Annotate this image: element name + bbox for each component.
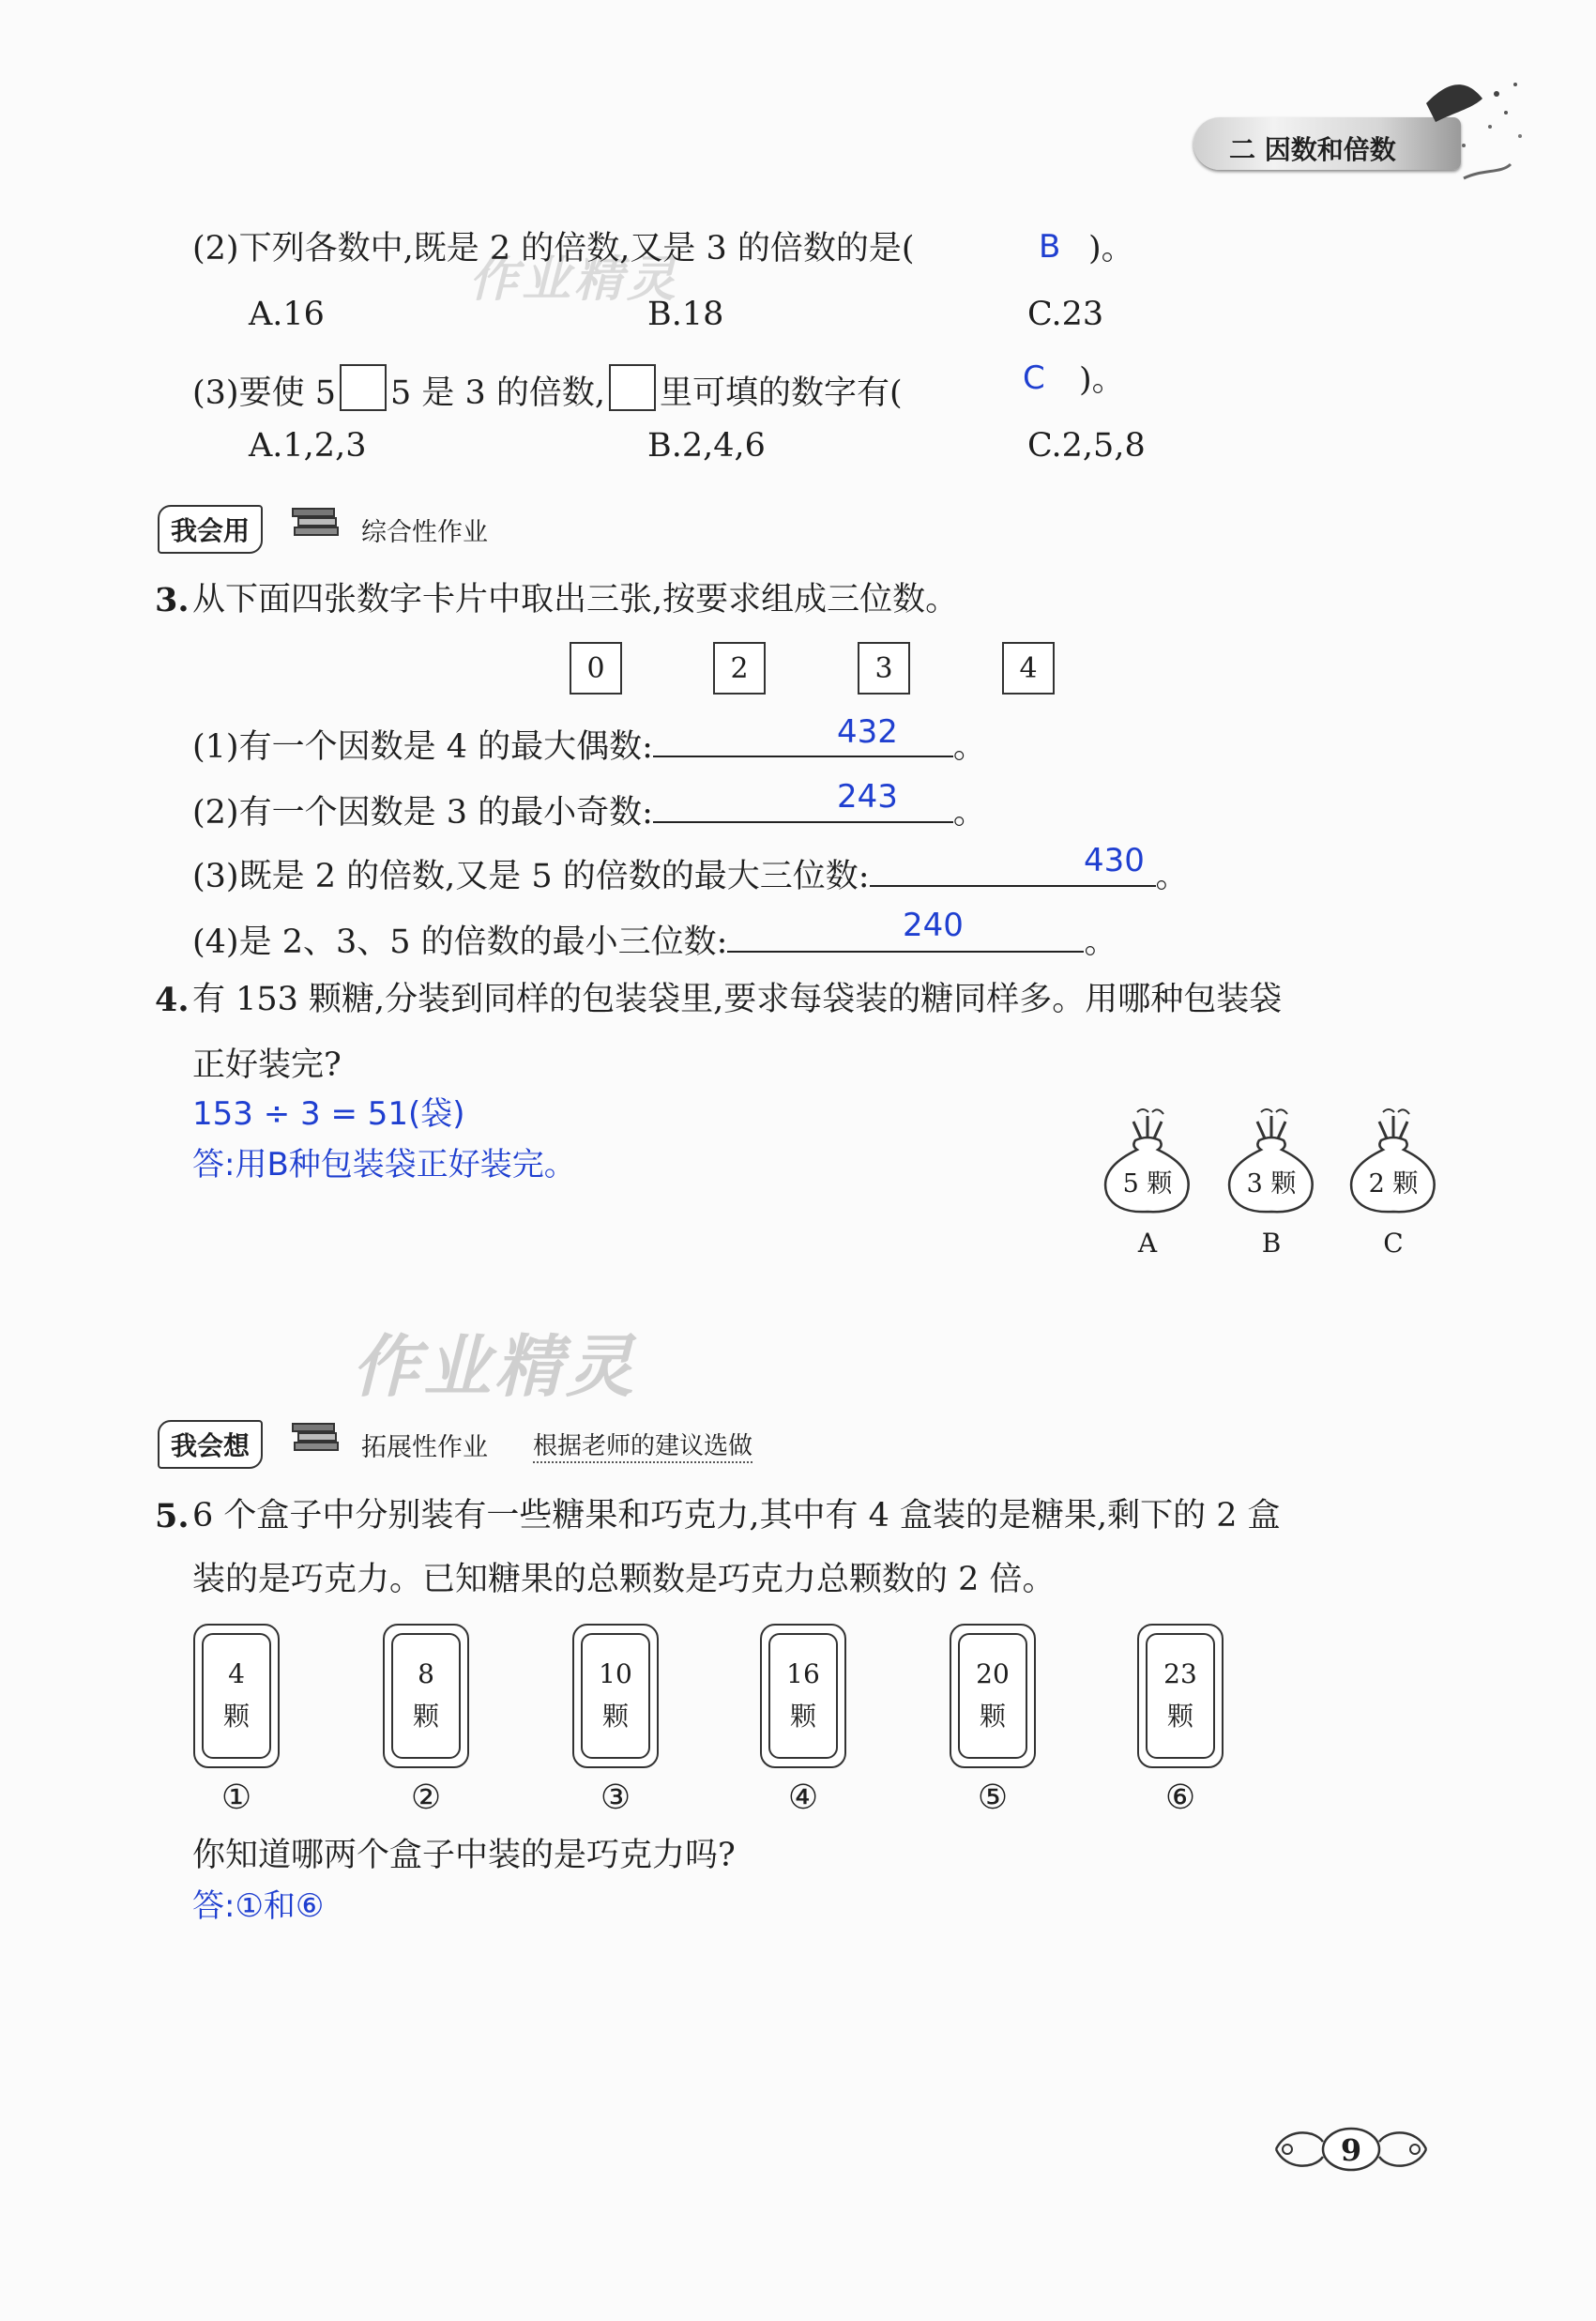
box-unit: 颗 xyxy=(1166,1701,1193,1732)
q2-2-option-c: C.23 xyxy=(1027,296,1104,333)
watermark-top: 作业精灵 xyxy=(469,252,680,308)
q4-answer: 答:用B种包装袋正好装完。 xyxy=(192,1146,576,1183)
box-content xyxy=(202,1633,271,1759)
candy-box-6 xyxy=(1137,1624,1224,1768)
answer-blank xyxy=(653,727,953,757)
box-content xyxy=(581,1633,650,1759)
answer-blank xyxy=(653,793,953,823)
q3-item-2-end: 。 xyxy=(952,794,986,832)
box-content xyxy=(768,1633,838,1759)
box-unit: 颗 xyxy=(979,1701,1006,1732)
q3-item-3-answer: 430 xyxy=(1084,842,1145,879)
box-count: 20 xyxy=(976,1658,1010,1690)
q5-number: 5. xyxy=(155,1497,190,1535)
bag-label: A xyxy=(1137,1228,1158,1259)
box-unit: 颗 xyxy=(222,1701,250,1732)
section-think-sub: 拓展性作业 xyxy=(361,1433,488,1462)
box-count: 4 xyxy=(228,1658,245,1690)
q3-item-4-text: (4)是 2、3、5 的倍数的最小三位数: xyxy=(192,924,728,961)
bag-label: B xyxy=(1261,1228,1282,1259)
q2-3-answer: C xyxy=(1023,359,1045,397)
q4-stem-line2: 正好装完? xyxy=(192,1046,342,1084)
box-content xyxy=(1146,1633,1215,1759)
box-label: ⑤ xyxy=(977,1779,1009,1817)
q3-item-3 xyxy=(192,857,1189,893)
candy-box-1 xyxy=(193,1624,280,1768)
q2-3-line xyxy=(192,364,903,411)
candy-box-4 xyxy=(760,1624,846,1768)
q3-item-4-end: 。 xyxy=(1084,924,1117,961)
bag-count: 3 颗 xyxy=(1246,1169,1297,1199)
candy-box-3 xyxy=(572,1624,659,1768)
q3-item-3-text: (3)既是 2 的倍数,又是 5 的倍数的最大三位数: xyxy=(192,858,870,895)
candy-bag-a xyxy=(1096,1103,1199,1215)
q4-stem-line1: 有 153 颗糖,分装到同样的包装袋里,要求每袋装的糖同样多。用哪种包装袋 xyxy=(192,981,1283,1018)
blank-box xyxy=(609,364,656,411)
q5-question: 你知道哪两个盒子中装的是巧克力吗? xyxy=(192,1837,736,1874)
q3-item-1-answer: 432 xyxy=(837,713,898,751)
books-icon xyxy=(291,1418,343,1461)
box-label: ⑥ xyxy=(1164,1779,1196,1817)
box-unit: 颗 xyxy=(601,1701,629,1732)
digit-card: 2 xyxy=(713,642,766,695)
q3-item-2-answer: 243 xyxy=(837,778,898,816)
page-number: 9 xyxy=(1340,2132,1362,2168)
ink-splash-decoration xyxy=(1407,56,1539,197)
section-use-sub: 综合性作业 xyxy=(361,518,488,547)
q5-stem-line2: 装的是巧克力。已知糖果的总颗数是巧克力总颗数的 2 倍。 xyxy=(192,1561,1056,1598)
box-label: ② xyxy=(410,1779,442,1817)
box-count: 23 xyxy=(1163,1658,1197,1690)
q3-item-4 xyxy=(192,923,1117,959)
bag-count: 2 颗 xyxy=(1368,1169,1419,1199)
q4-number: 4. xyxy=(155,981,190,1019)
section-think-label: 我会想 xyxy=(158,1420,263,1469)
q5-stem-line1: 6 个盒子中分别装有一些糖果和巧克力,其中有 4 盒装的是糖果,剩下的 2 盒 xyxy=(192,1497,1281,1535)
q2-2-option-a: A.16 xyxy=(249,296,325,333)
q5-answer: 答:①和⑥ xyxy=(192,1887,325,1925)
q2-3-option-a: A.1,2,3 xyxy=(249,427,367,465)
bag-label: C xyxy=(1383,1228,1404,1259)
candy-box-2 xyxy=(383,1624,469,1768)
candy-box-5 xyxy=(950,1624,1036,1768)
q3-item-1-end: 。 xyxy=(952,728,986,766)
q2-3-stem-b: 5 是 3 的倍数, xyxy=(389,374,606,412)
box-label: ① xyxy=(220,1779,252,1817)
box-content xyxy=(391,1633,461,1759)
section-use-label: 我会用 xyxy=(158,505,263,554)
q2-2-stem-b: )。 xyxy=(1088,230,1134,267)
q4-work: 153 ÷ 3 = 51(袋) xyxy=(192,1095,465,1133)
q2-2-stem-a: (2)下列各数中,既是 2 的倍数,又是 3 的倍数的是( xyxy=(192,230,915,267)
candy-bag-c xyxy=(1342,1103,1445,1215)
q3-item-1-text: (1)有一个因数是 4 的最大偶数: xyxy=(192,728,653,766)
q2-2-option-b: B.18 xyxy=(647,296,724,333)
bag-count: 5 颗 xyxy=(1122,1169,1173,1199)
box-content xyxy=(958,1633,1027,1759)
box-unit: 颗 xyxy=(789,1701,816,1732)
q2-3-option-b: B.2,4,6 xyxy=(647,427,766,465)
q3-item-3-end: 。 xyxy=(1155,858,1189,895)
box-count: 10 xyxy=(599,1658,632,1690)
box-unit: 颗 xyxy=(412,1701,439,1732)
q2-2-answer: B xyxy=(1039,228,1061,266)
q2-3-option-c: C.2,5,8 xyxy=(1027,427,1146,465)
box-label: ④ xyxy=(787,1779,819,1817)
digit-card: 3 xyxy=(858,642,910,695)
box-count: 16 xyxy=(786,1658,820,1690)
q3-number: 3. xyxy=(155,581,190,619)
q2-3-stem-c: 里可填的数字有( xyxy=(660,374,903,412)
chapter-title: 二 因数和倍数 xyxy=(1229,134,1396,165)
candy-bag-b xyxy=(1220,1103,1323,1215)
q3-item-4-answer: 240 xyxy=(903,907,964,944)
digit-card: 0 xyxy=(570,642,622,695)
box-label: ③ xyxy=(600,1779,631,1817)
digit-card: 4 xyxy=(1002,642,1055,695)
watermark-middle: 作业精灵 xyxy=(352,1327,638,1406)
page-number-badge xyxy=(1267,2123,1436,2176)
q2-3-stem-d: )。 xyxy=(1079,361,1125,399)
books-icon xyxy=(291,503,343,546)
blank-box xyxy=(340,364,387,411)
q3-item-2-text: (2)有一个因数是 3 的最小奇数: xyxy=(192,794,653,832)
box-count: 8 xyxy=(418,1658,434,1690)
q3-stem: 从下面四张数字卡片中取出三张,按要求组成三位数。 xyxy=(192,581,959,618)
section-think-note: 根据老师的建议选做 xyxy=(533,1427,752,1463)
q2-3-stem-a: (3)要使 5 xyxy=(192,374,336,412)
